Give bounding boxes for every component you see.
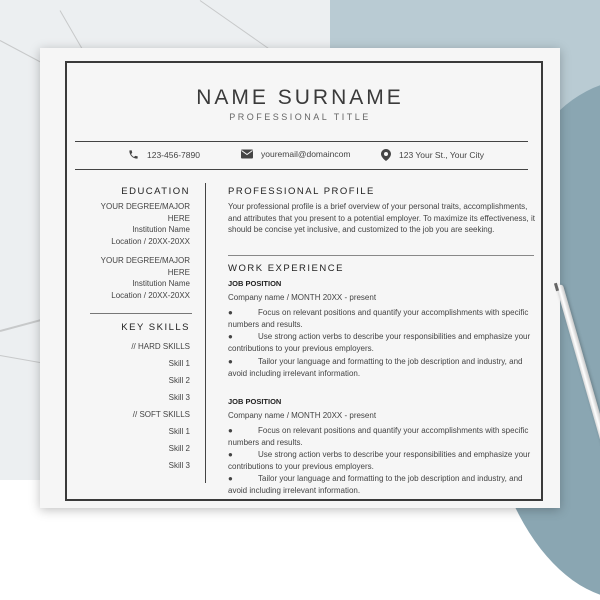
contact-address (381, 149, 484, 161)
profile-heading: PROFESSIONAL PROFILE (228, 186, 375, 197)
hard-skill-item: Skill 2 (168, 376, 190, 385)
job-bullet: ● Focus on relevant positions and quantify your accomplishments with specific numbers and results. (228, 308, 529, 329)
phone-icon (128, 149, 139, 160)
right-divider (228, 255, 534, 256)
hard-skill-item: Skill 1 (168, 359, 190, 368)
education-entry: YOUR DEGREE/MAJOR HERE Institution Name Location / 20XX-20XX (100, 256, 190, 300)
job-company: Company name / MONTH 20XX - present (228, 411, 377, 420)
contact-email (241, 149, 350, 159)
hard-skill-item: Skill 3 (168, 393, 190, 402)
job-bullet: ● Focus on relevant positions and quantify your accomplishments with specific numbers and results. (228, 426, 529, 447)
address-text: 123 Your St., Your City (399, 150, 485, 160)
job-bullet: ● Use strong action verbs to describe your responsibilities and emphasize your contributions to your previous employers. (228, 332, 531, 353)
header-divider-top (75, 141, 528, 142)
job-bullet: ● Tailor your language and formatting to the job description and industry, and avoid including irrelevant information. (228, 357, 523, 378)
left-divider (90, 313, 192, 314)
location-pin-icon (381, 149, 391, 161)
job-position: JOB POSITION (228, 397, 282, 406)
job-bullet: ● Use strong action verbs to describe your responsibilities and emphasize your contributions to your previous employers. (228, 450, 531, 471)
phone-text: 123-456-7890 (147, 149, 200, 160)
work-experience-heading: WORK EXPERIENCE (228, 263, 344, 274)
header-divider-bottom (75, 169, 528, 170)
soft-skills-label: // SOFT SKILLS (132, 410, 190, 419)
education-heading: EDUCATION (121, 186, 190, 197)
envelope-icon (241, 149, 253, 159)
email-text: youremail@domaincom (261, 149, 351, 159)
soft-skill-item: Skill 1 (168, 427, 190, 436)
column-divider (205, 183, 206, 483)
hard-skills-label: // HARD SKILLS (131, 342, 190, 351)
job-bullet: ● Tailor your language and formatting to the job description and industry, and avoid including irrelevant information. (228, 474, 523, 495)
soft-skill-item: Skill 3 (168, 461, 190, 470)
profile-text: Your professional profile is a brief overview of your personal traits, accomplishments, and attributes that you present to a potential employer. To maximize its effectiveness, it should be concise yet inclusive, and customized to the job you are seeking. (228, 202, 535, 234)
resume-name: NAME SURNAME (196, 86, 404, 109)
contact-phone (128, 149, 200, 160)
resume-title: PROFESSIONAL TITLE (229, 112, 371, 122)
key-skills-heading: KEY SKILLS (121, 322, 190, 333)
soft-skill-item: Skill 2 (168, 444, 190, 453)
education-entry: YOUR DEGREE/MAJOR HERE Institution Name Location / 20XX-20XX (100, 202, 190, 246)
job-company: Company name / MONTH 20XX - present (228, 293, 377, 302)
job-position: JOB POSITION (228, 279, 282, 288)
